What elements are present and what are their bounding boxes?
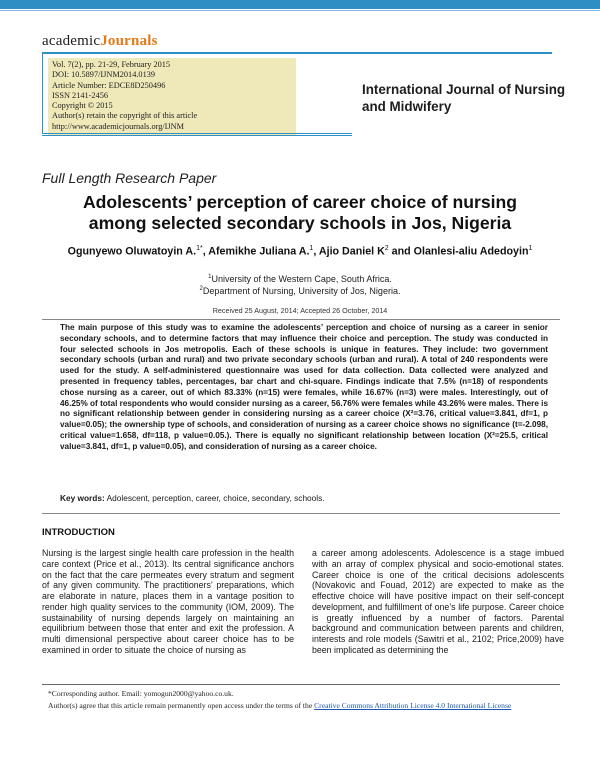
meta-frame-bottom: [42, 133, 352, 134]
license-link[interactable]: Creative Commons Attribution License 4.0 International License: [314, 701, 512, 710]
meta-issn: ISSN 2141-2456: [52, 90, 109, 100]
publisher-logo-part2: Journals: [100, 33, 158, 49]
journal-name-line1: International Journal of Nursing: [362, 82, 566, 97]
meta-doi: DOI: 10.5897/IJNM2014.0139: [52, 70, 156, 80]
article-title-line2: among selected secondary schools in Jos, Nigeria: [88, 213, 512, 233]
top-color-bar: [0, 0, 600, 9]
author-list: [20, 245, 580, 258]
body-column-left: Nursing is the largest single health care profession in the health care context (Price et al., 2013). Its central significance anchors on the fact that the care permeates every stratum and segment of any given community. The practitioners’ preparations, which are elaborate in nature, places them in a vantage position to render high quality services to the community (IOM, 2009). The sustainability of nursing depends largely on maintaining an equilibrium between those that enter and exit the profession. A multi dimensional perspective about career choice has to be examined in order to situate the choice of nursing as: [42, 548, 294, 655]
top-thin-bar: [0, 10, 600, 11]
author-separator: ,: [202, 245, 209, 258]
author-affil-mark: 1*: [196, 245, 203, 252]
corresponding-author: *Corresponding author. Email: yomogun2000@yahoo.co.uk.: [48, 689, 234, 698]
abstract-text: The main purpose of this study was to examine the adolescents’ perception and choice of nursing as a career in senior secondary schools, and to determine factors that may influence their choice and perception. The study was conducted in four selected schools in Jos metropolis. Each of these schools is unique in features. They include: two government secondary schools (urban and rural) and two private secondary schools (urban and rural). A total of 240 respondents were used for the study. A self-administered questionnaire was used for data collection. Data collected were analyzed and presented in frequency tables, percentages, bar chart and chi-square. Findings indicate that 7.5% (n=18) of respondents chose nursing as a career, out of which 83.33% (n=15) were females, while 16.67% (n=3) were males. Interestingly, out of 46.25% of total respondents who would consider nursing as a career, 56.76% were females while 43.26% were males. There is no significant relationship between gender in considering nursing as a career choice (X²=3.76, critical value=3.841, df=1, p value=0.05); the ownership type of schools, and consideration of nursing as a career choice shows no significance (t=-2.098, critical value=1.658, df=118, p value=0.05.). There is equally no significant relationship between location (X²=25.5, critical value=3.841, df=1, p value=0.05), and consideration of nursing as a career choice.: [60, 323, 548, 451]
header-rule: [42, 52, 552, 54]
journal-name: [362, 81, 572, 115]
author-separator: ,: [313, 245, 319, 258]
article-type: Full Length Research Paper: [42, 170, 217, 186]
author-affil-mark: 1: [528, 245, 533, 252]
author-separator: and: [388, 245, 414, 258]
author-affil-mark: 2: [384, 245, 389, 252]
meta-frame-bottom-double: [42, 135, 352, 136]
author-affil-mark: 1: [309, 245, 314, 252]
author-name: Afemikhe Juliana A.: [208, 245, 310, 258]
meta-url[interactable]: http://www.academicjournals.org/IJNM: [52, 121, 185, 131]
affiliation-mark: 2: [199, 286, 203, 292]
journal-name-line2: and Midwifery: [362, 99, 452, 114]
keywords-text: Adolescent, perception, career, choice, secondary, schools.: [106, 493, 325, 503]
affiliation-text: University of the Western Cape, South Africa.: [211, 274, 392, 284]
meta-volume: Vol. 7(2), pp. 21-29, February 2015: [52, 60, 171, 69]
footnote-rule: [42, 684, 560, 685]
license-note: [48, 700, 560, 711]
keywords-label: Key words:: [60, 493, 105, 503]
meta-copyright: Copyright © 2015: [52, 101, 113, 111]
meta-article-number: Article Number: EDCE8D250496: [52, 80, 166, 90]
author-name: Ajio Daniel K: [318, 245, 385, 258]
affiliation-1: [100, 274, 500, 284]
meta-rights: Author(s) retain the copyright of this article: [52, 111, 198, 121]
section-heading-introduction: INTRODUCTION: [42, 527, 115, 538]
abstract-bottom-rule: [42, 513, 560, 514]
license-text: Author(s) agree that this article remain permanently open access under the terms of the: [48, 701, 315, 710]
author-name: Olanlesi-aliu Adedoyin: [413, 245, 529, 258]
affiliation-mark: 1: [208, 274, 212, 280]
author-name: Ogunyewo Oluwatoyin A.: [67, 245, 197, 258]
affiliation-2: [100, 286, 500, 296]
publisher-logo: [42, 33, 158, 50]
meta-frame-left: [42, 52, 43, 134]
abstract-top-rule: [42, 319, 560, 320]
keywords: [60, 493, 548, 503]
article-title: [30, 192, 570, 234]
article-title-line1: Adolescents’ perception of career choice of nursing: [82, 192, 518, 212]
article-metadata-box: [48, 58, 296, 136]
publisher-logo-part1: academic: [42, 33, 101, 49]
body-column-right: a career among adolescents. Adolescence is a stage imbued with an array of complex physical and socio-emotional states. Career choice is one of the critical decisions adolescents (Novakovic and Fouad, 2012) are expected to make as the effective choice will have positive impact on their self-concept development, and fulfillment of one’s life purpose. Career choice is greatly influenced by a number of factors. Parental background and communication between parents and children, interests and role models (Sawitri et al., 2102; Price,2009) have been implicated as determining the: [312, 548, 564, 655]
received-dates: Received 25 August, 2014; Accepted 26 October, 2014: [212, 306, 388, 315]
affiliation-text: Department of Nursing, University of Jos, Nigeria.: [202, 286, 401, 296]
